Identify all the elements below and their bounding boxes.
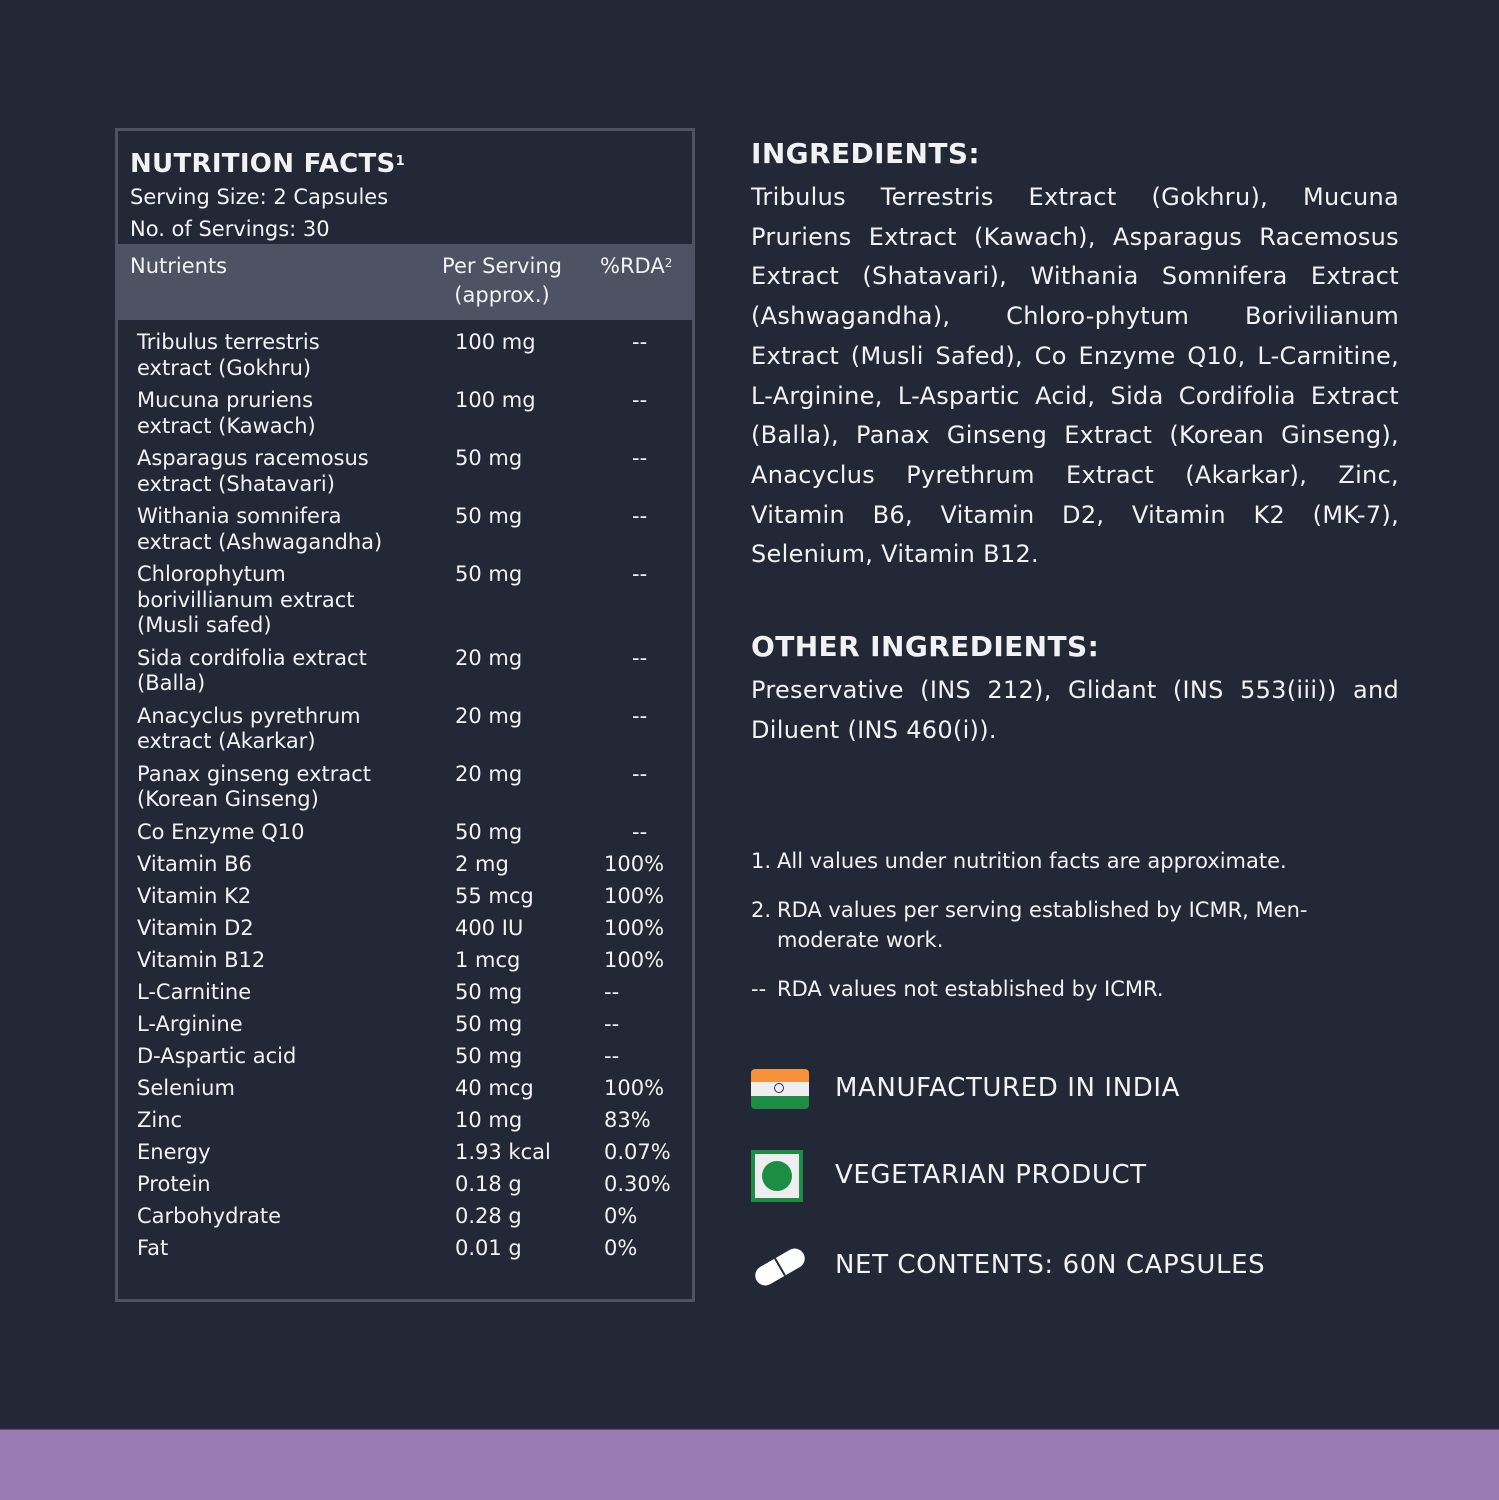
- nutrient-name: [137, 504, 437, 555]
- rda-value: 100%: [604, 1075, 665, 1100]
- badge-made-in-india: [751, 1069, 1181, 1109]
- nutrient-name: [137, 852, 437, 878]
- nutrient-name-line: Withania somnifera: [137, 504, 342, 528]
- rda-value: 0%: [604, 1203, 638, 1228]
- nutrient-name-line: Selenium: [137, 1075, 235, 1100]
- capsule-icon: [751, 1246, 809, 1288]
- nutrient-name: [137, 562, 437, 639]
- rda-value: 100%: [604, 883, 665, 908]
- nutrient-name: [137, 330, 437, 381]
- table-row: [118, 1236, 692, 1268]
- nutrient-name: [137, 916, 437, 942]
- per-serving-value: 50 mg: [455, 562, 523, 586]
- per-serving-value: 2 mg: [455, 851, 509, 876]
- nutrient-name: [137, 1140, 437, 1166]
- table-row: [118, 1172, 692, 1204]
- rda-label: %RDA: [600, 254, 665, 278]
- nutrient-name: [137, 1204, 437, 1230]
- table-row: [118, 646, 692, 704]
- table-row: [118, 1108, 692, 1140]
- rda-value: --: [632, 703, 648, 728]
- title-text: NUTRITION FACTS: [130, 149, 396, 179]
- per-serving-value: 0.28 g: [455, 1203, 522, 1228]
- rda-value: 0.07%: [604, 1139, 671, 1164]
- table-row: [118, 504, 692, 562]
- rda-value: --: [604, 1043, 620, 1068]
- footnote-marker: 2.: [751, 898, 772, 922]
- rda-value: --: [604, 979, 620, 1004]
- per-serving-value: 20 mg: [455, 703, 523, 728]
- nutrient-name: [137, 646, 437, 697]
- ingredients-text: Tribulus Terrestris Extract (Gokhru), Mucuna Pruriens Extract (Kawach), Asparagus Racemosus Extract (Shatavari), Withania Somnifera Extract (Ashwagandha), Chloro-phytum Borivilianum Extract (Musli Safed), Co Enzyme Q10, L-Carnitine, L-Arginine, L-Aspartic Acid, Sida Cordifolia Extract (Balla), Panax Ginseng Extract (Korean Ginseng), Anacyclus Pyrethrum Extract (Akarkar), Zinc, Vitamin B6, Vitamin D2, Vitamin K2 (MK-7), Selenium, Vitamin B12.: [751, 183, 1399, 569]
- nutrient-name: [137, 388, 437, 439]
- footnote-text: All values under nutrition facts are approximate.: [777, 849, 1287, 873]
- per-serving-value: 55 mcg: [455, 883, 534, 908]
- nutrient-name-line: Panax ginseng extract: [137, 761, 372, 786]
- other-ingredients-heading: OTHER INGREDIENTS:: [751, 630, 1100, 664]
- table-row: [118, 1140, 692, 1172]
- nutrient-name-line: (Balla): [137, 671, 206, 695]
- per-serving-value: 1 mcg: [455, 947, 521, 972]
- nutrient-name: [137, 1236, 437, 1262]
- per-serving-value: 0.01 g: [455, 1235, 522, 1260]
- nutrient-name-line: Anacyclus pyrethrum: [137, 703, 361, 728]
- table-row: [118, 884, 692, 916]
- per-serving-value: 1.93 kcal: [455, 1139, 551, 1164]
- nutrient-name-line: extract (Akarkar): [137, 729, 316, 753]
- footnote-marker: --: [751, 977, 767, 1001]
- nutrition-facts-panel: [115, 128, 695, 1302]
- footnote-ref-1: 1: [395, 154, 405, 169]
- per-serving-value: 100 mg: [455, 388, 536, 412]
- nutrient-name: [137, 446, 437, 497]
- per-serving-value: 40 mcg: [455, 1075, 534, 1100]
- rda-value: --: [632, 504, 648, 528]
- nutrient-name-line: Energy: [137, 1139, 211, 1164]
- nutrient-name-line: borivillianum extract: [137, 587, 355, 612]
- per-serving-label: Per Serving: [442, 254, 562, 278]
- nutrient-name-line: Asparagus racemosus: [137, 446, 369, 470]
- table-row: [118, 916, 692, 948]
- table-row: [118, 446, 692, 504]
- table-row: [118, 704, 692, 762]
- nutrition-table-body: [118, 320, 692, 1268]
- rda-value: 100%: [604, 851, 665, 876]
- rda-value: 0%: [604, 1235, 638, 1260]
- india-flag-icon: [751, 1069, 809, 1109]
- nutrient-name: [137, 820, 437, 846]
- nutrient-name-line: Vitamin K2: [137, 883, 252, 908]
- nutrient-name-line: extract (Kawach): [137, 413, 316, 438]
- nutrient-name: [137, 762, 437, 813]
- nutrient-name-line: L-Carnitine: [137, 979, 252, 1004]
- footnote-ref-2: 2: [664, 256, 673, 270]
- nutrient-name-line: (Musli safed): [137, 613, 272, 637]
- table-row: [118, 980, 692, 1012]
- table-row: [118, 330, 692, 388]
- nutrient-name-line: Carbohydrate: [137, 1203, 282, 1228]
- other-ingredients-text: Preservative (INS 212), Glidant (INS 553(iii)) and Diluent (INS 460(i)).: [751, 676, 1399, 744]
- badge-label: MANUFACTURED IN INDIA: [835, 1073, 1181, 1103]
- table-row: [118, 852, 692, 884]
- per-serving-value: 20 mg: [455, 761, 523, 786]
- column-nutrients: Nutrients: [130, 254, 228, 278]
- nutrient-name-line: Vitamin D2: [137, 915, 254, 940]
- ingredients-heading: INGREDIENTS:: [751, 137, 981, 170]
- per-serving-value: 50 mg: [455, 979, 523, 1004]
- approx-label: (approx.): [454, 283, 550, 307]
- table-row: [118, 762, 692, 820]
- table-column-header: [118, 244, 692, 320]
- nutrient-name-line: extract (Shatavari): [137, 471, 335, 496]
- footnote-dash: [751, 974, 1411, 1004]
- rda-value: 100%: [604, 915, 665, 940]
- per-serving-value: 20 mg: [455, 645, 523, 670]
- table-row: [118, 1012, 692, 1044]
- rda-value: 0.30%: [604, 1171, 671, 1196]
- nutrient-name-line: Tribulus terrestris: [137, 330, 320, 354]
- nutrient-name: [137, 1076, 437, 1102]
- footnote-text: RDA values per serving established by ICMR, Men-moderate work.: [777, 898, 1308, 952]
- footnotes: [751, 846, 1411, 1023]
- per-serving-value: 50 mg: [455, 819, 523, 844]
- nutrition-facts-header: [118, 131, 692, 244]
- footnote-2: [751, 895, 1411, 955]
- nutrient-name-line: Vitamin B12: [137, 947, 266, 972]
- nutrient-name: [137, 704, 437, 755]
- nutrient-name: [137, 948, 437, 974]
- nutrient-name-line: (Korean Ginseng): [137, 787, 319, 811]
- column-rda: [600, 252, 672, 281]
- table-row: [118, 1076, 692, 1108]
- rda-value: --: [632, 330, 648, 354]
- nutrient-name: [137, 1012, 437, 1038]
- rda-value: 83%: [604, 1107, 651, 1132]
- table-row: [118, 388, 692, 446]
- per-serving-value: 100 mg: [455, 330, 536, 354]
- rda-value: --: [632, 446, 648, 470]
- ingredients-section: [751, 130, 1399, 750]
- rda-value: --: [632, 645, 648, 670]
- rda-value: 100%: [604, 947, 665, 972]
- rda-value: --: [632, 761, 648, 786]
- nutrient-name: [137, 1044, 437, 1070]
- rda-value: --: [604, 1011, 620, 1036]
- badge-label: NET CONTENTS: 60N CAPSULES: [835, 1250, 1266, 1280]
- footnote-1: [751, 846, 1411, 876]
- rda-value: --: [632, 819, 648, 844]
- table-row: [118, 562, 692, 646]
- badge-vegetarian: [751, 1150, 1147, 1202]
- nutrient-name-line: Co Enzyme Q10: [137, 819, 305, 844]
- column-per-serving: [428, 252, 576, 310]
- per-serving-value: 50 mg: [455, 1043, 523, 1068]
- nutrient-name-line: L-Arginine: [137, 1011, 243, 1036]
- footnote-marker: 1.: [751, 849, 772, 873]
- per-serving-value: 50 mg: [455, 504, 523, 528]
- per-serving-value: 10 mg: [455, 1107, 523, 1132]
- nutrient-name: [137, 1108, 437, 1134]
- table-row: [118, 820, 692, 852]
- rda-value: --: [632, 562, 648, 586]
- serving-size: Serving Size: 2 Capsules: [130, 185, 389, 209]
- vegetarian-mark-icon: [751, 1150, 803, 1202]
- servings-count: No. of Servings: 30: [130, 217, 330, 241]
- nutrition-facts-title: [130, 147, 680, 181]
- nutrient-name: [137, 1172, 437, 1198]
- table-row: [118, 1204, 692, 1236]
- per-serving-value: 0.18 g: [455, 1171, 522, 1196]
- per-serving-value: 50 mg: [455, 446, 523, 470]
- table-row: [118, 948, 692, 980]
- nutrient-name-line: extract (Gokhru): [137, 355, 312, 380]
- nutrient-name-line: Vitamin B6: [137, 851, 252, 876]
- nutrient-name-line: Zinc: [137, 1107, 183, 1132]
- bottom-accent-band: [0, 1429, 1499, 1500]
- nutrient-name-line: D-Aspartic acid: [137, 1043, 297, 1068]
- nutrient-name-line: extract (Ashwagandha): [137, 529, 383, 554]
- badge-label: VEGETARIAN PRODUCT: [835, 1160, 1147, 1190]
- nutrient-name-line: Mucuna pruriens: [137, 388, 314, 412]
- badge-net-contents: [751, 1246, 1266, 1288]
- per-serving-value: 400 IU: [455, 915, 524, 940]
- per-serving-value: 50 mg: [455, 1011, 523, 1036]
- nutrient-name: [137, 884, 437, 910]
- rda-value: --: [632, 388, 648, 412]
- footnote-text: RDA values not established by ICMR.: [777, 977, 1164, 1001]
- table-row: [118, 1044, 692, 1076]
- nutrient-name-line: Sida cordifolia extract: [137, 645, 367, 670]
- nutrient-name-line: Protein: [137, 1171, 211, 1196]
- nutrient-name-line: Fat: [137, 1235, 169, 1260]
- nutrient-name-line: Chlorophytum: [137, 562, 286, 586]
- nutrient-name: [137, 980, 437, 1006]
